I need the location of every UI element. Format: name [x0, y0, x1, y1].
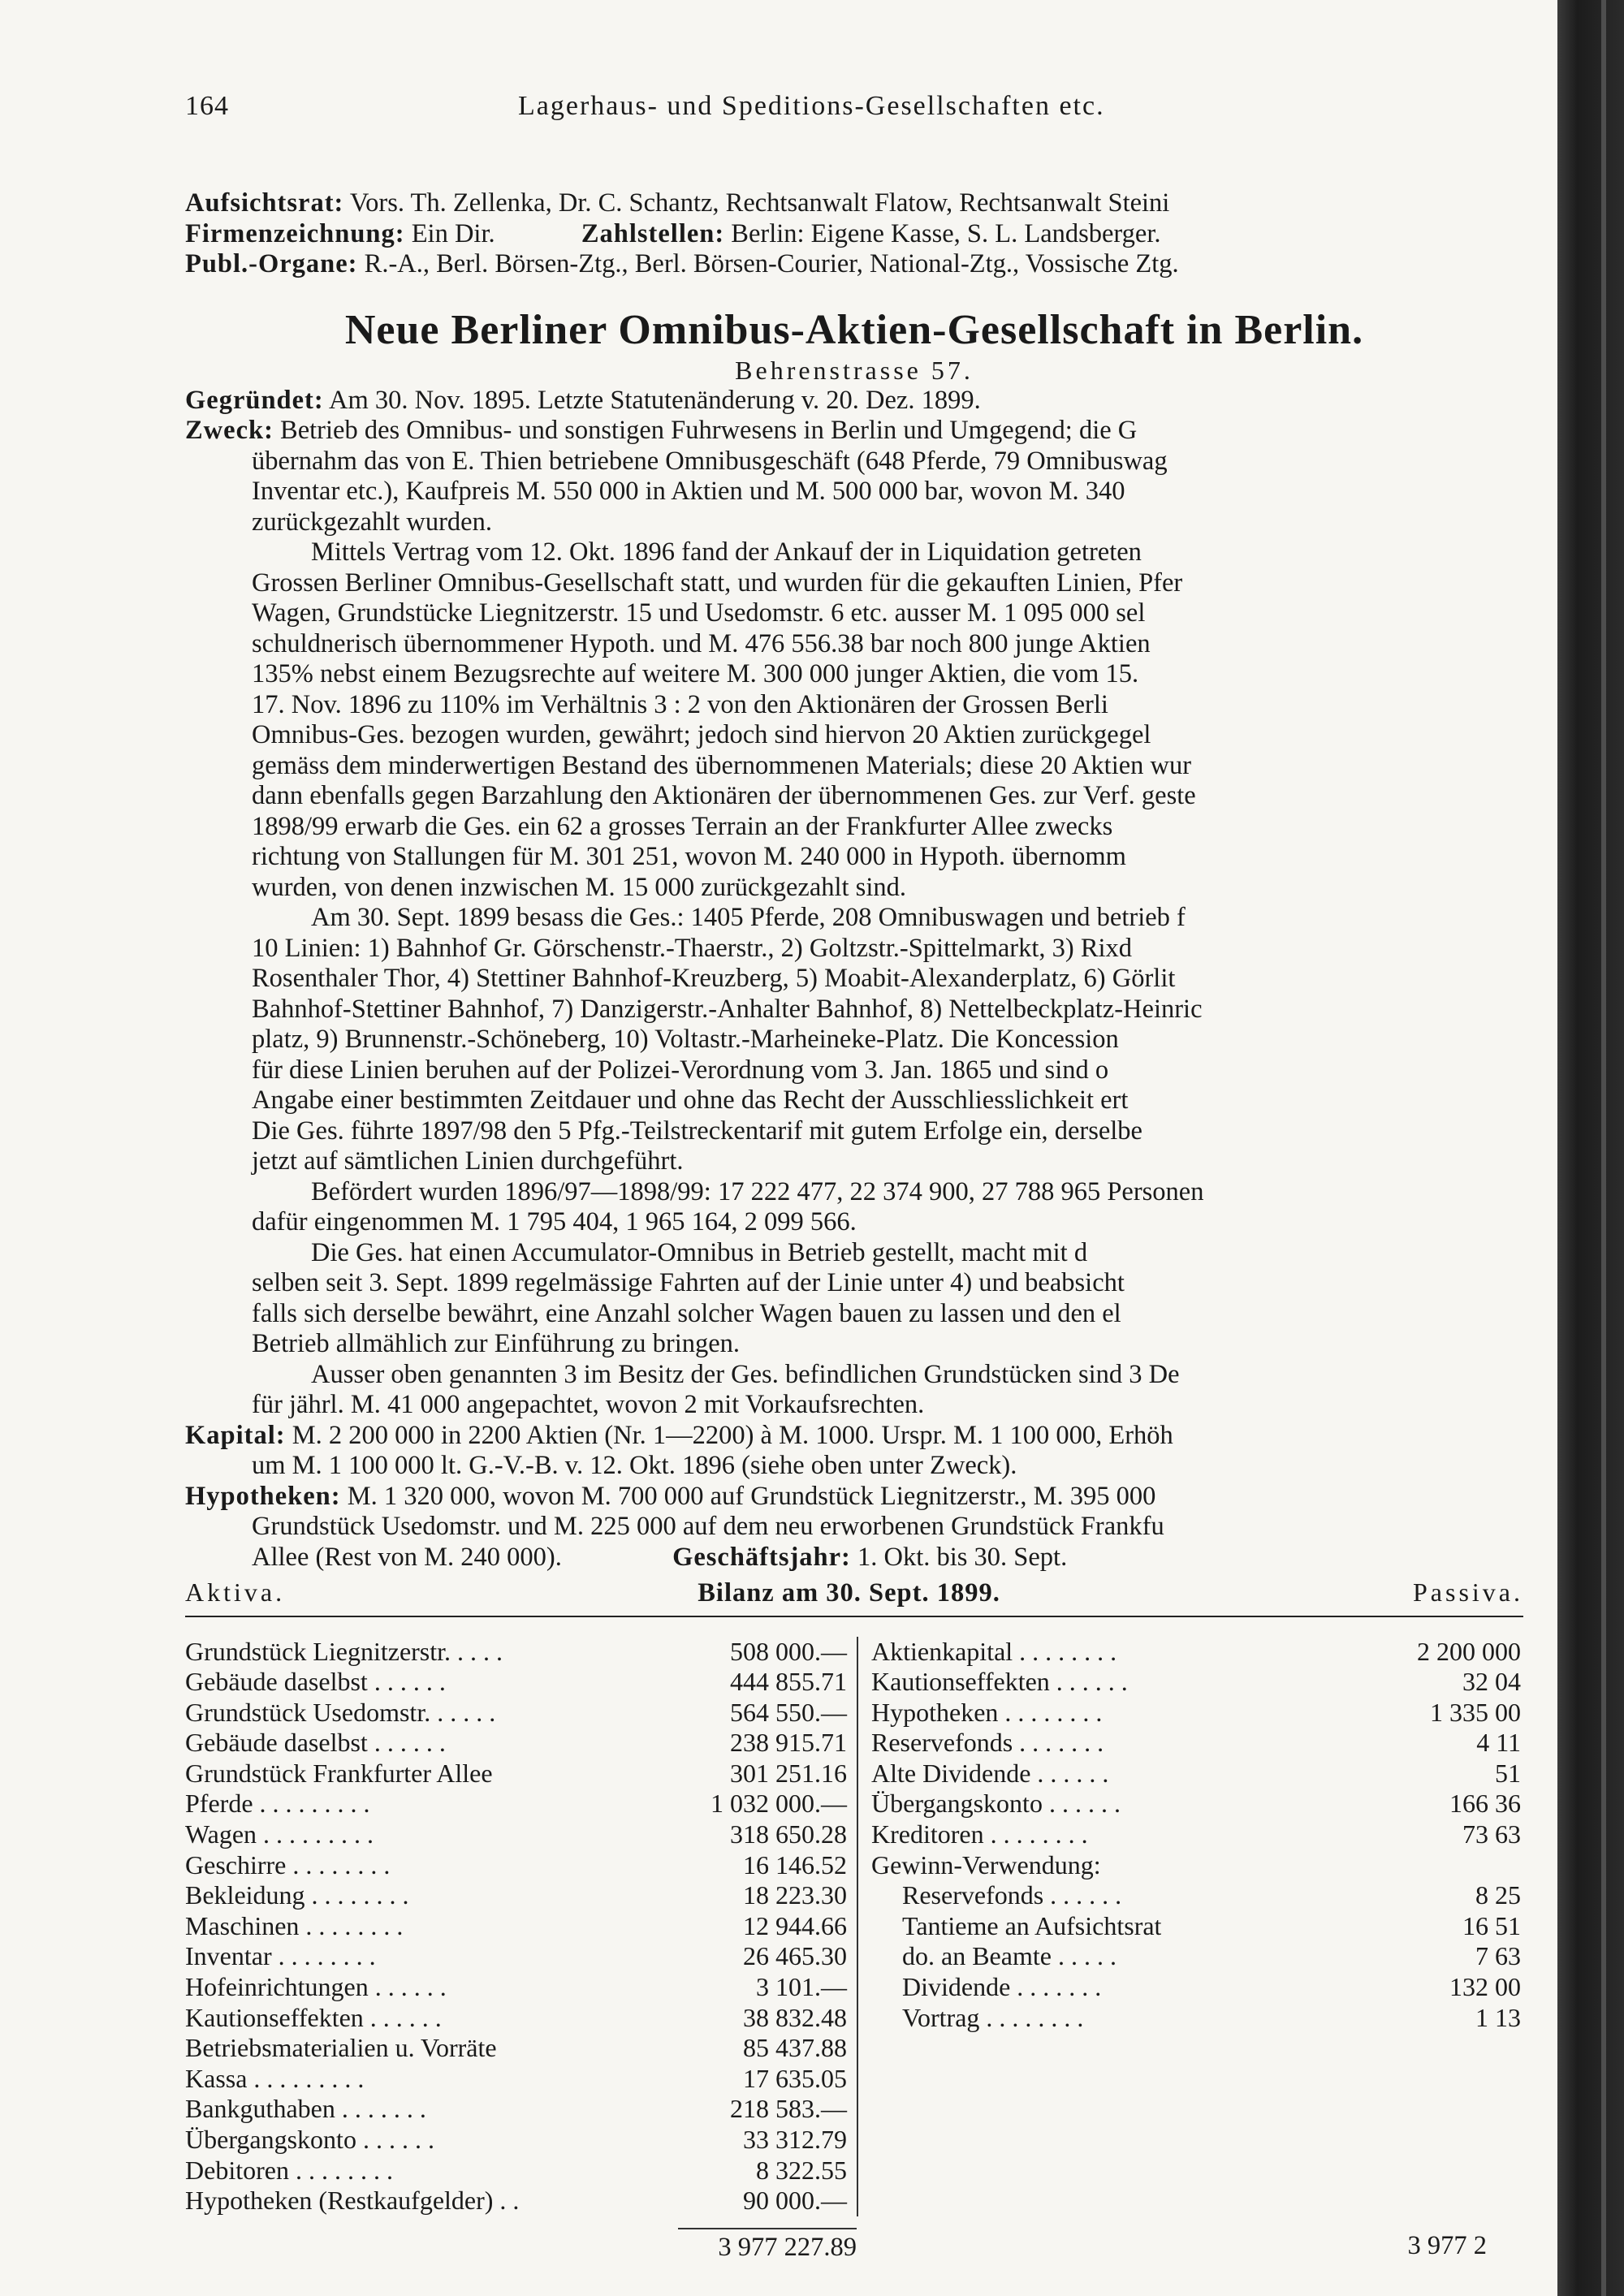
company-title: Neue Berliner Omnibus-Aktien-Gesellschaft in Berlin.: [344, 306, 1364, 353]
aktiva-value: 218 583.—: [730, 2094, 847, 2124]
passiva-label: Kreditoren . . . . . . . .: [871, 1819, 1088, 1849]
passiva-row: [871, 1850, 1521, 1881]
publ-organe-label: Publ.-Organe:: [185, 249, 358, 278]
aktiva-value: 33 312.79: [743, 2125, 847, 2154]
passiva-row: [871, 1789, 1521, 1819]
kapital-label: Kapital:: [185, 1420, 286, 1450]
para2-line-6: Omnibus-Ges. bezogen wurden, gewährt; jedoch sind hiervon 20 Aktien zurückgegel: [252, 720, 1151, 749]
aktiva-label: Kassa . . . . . . . . .: [185, 2063, 365, 2093]
aktiva-value: 17 635.05: [743, 2063, 847, 2093]
para3-line-1: 10 Linien: 1) Bahnhof Gr. Görschenstr.-Thaerstr., 2) Goltzstr.-Spittelmarkt, 3) Rixd: [252, 933, 1133, 963]
para2-line-5: 17. Nov. 1896 zu 110% im Verhältnis 3 : 2 von den Aktionären der Grossen Berli: [252, 689, 1108, 719]
firmenzeichnung-line: [185, 219, 1523, 250]
page-content: [185, 91, 1523, 2263]
aufsichtsrat-line: [185, 188, 1523, 219]
passiva-value: 32 04: [1462, 1667, 1521, 1697]
aktiva-label: Gebäude daselbst . . . . . .: [185, 1667, 446, 1697]
para6-line-1: für jährl. M. 41 000 angepachtet, wovon 2 mit Vorkaufsrechten.: [252, 1390, 925, 1419]
passiva-row: [871, 1728, 1521, 1759]
passiva-label: Tantieme an Aufsichtsrat: [902, 1910, 1162, 1940]
aktiva-row: [185, 1941, 847, 1972]
para5-line-3: Betrieb allmählich zur Einführung zu bringen.: [252, 1329, 741, 1358]
aktiva-value: 12 944.66: [743, 1910, 847, 1940]
zweck-line-1: übernahm das von E. Thien betriebene Omnibusgeschäft (648 Pferde, 79 Omnibuswag: [252, 446, 1168, 476]
hypotheken-text-2: Allee (Rest von M. 240 000).: [252, 1542, 562, 1572]
para5-line-1: selben seit 3. Sept. 1899 regelmässige Fahrten auf der Linie unter 4) und beabsicht: [252, 1268, 1125, 1297]
aktiva-label: Pferde . . . . . . . . .: [185, 1789, 370, 1819]
passiva-total: 3 977 2: [1407, 2230, 1487, 2260]
aktiva-row: [185, 1759, 847, 1789]
aktiva-value: 85 437.88: [743, 2033, 847, 2063]
aktiva-row: [185, 2064, 847, 2095]
para2-line-10: richtung von Stallungen für M. 301 251, wovon M. 240 000 in Hypoth. übernomm: [252, 842, 1126, 871]
aktiva-total-cell: [185, 2216, 857, 2264]
hypotheken-label: Hypotheken:: [185, 1481, 341, 1511]
geschaeftsjahr-label: Geschäftsjahr:: [672, 1542, 851, 1572]
passiva-value: 1 335 00: [1430, 1697, 1521, 1727]
para3-line-5: für diese Linien beruhen auf der Polizei-Verordnung vom 3. Jan. 1865 und sind o: [252, 1055, 1109, 1085]
aktiva-label: Betriebsmaterialien u. Vorräte: [185, 2033, 497, 2063]
aktiva-row: [185, 1698, 847, 1728]
kapital-text: M. 2 200 000 in 2200 Aktien (Nr. 1—2200) à M. 1000. Urspr. M. 1 100 000, Erhöh: [292, 1420, 1173, 1450]
kapital-line-1: um M. 1 100 000 lt. G.-V.-B. v. 12. Okt. 1896 (siehe oben unter Zweck).: [252, 1451, 1017, 1480]
passiva-value: 8 25: [1475, 1880, 1521, 1910]
para3-line-0: Am 30. Sept. 1899 besass die Ges.: 1405 Pferde, 208 Omnibuswagen und betrieb f: [311, 903, 1186, 932]
company-address: Behrenstrasse 57.: [735, 355, 974, 385]
aktiva-row: [185, 2033, 847, 2064]
para3-line-3: Bahnhof-Stettiner Bahnhof, 7) Danzigerstr.-Anhalter Bahnhof, 8) Nettelbeckplatz-Heinric: [252, 994, 1203, 1024]
passiva-row: [871, 1637, 1521, 1668]
zweck-label: Zweck:: [185, 416, 274, 445]
aktiva-label: Gebäude daselbst . . . . . .: [185, 1728, 446, 1758]
aktiva-row: [185, 1637, 847, 1668]
passiva-label: Reservefonds . . . . . . .: [871, 1728, 1104, 1758]
zahlstellen-text: Berlin: Eigene Kasse, S. L. Landsberger.: [731, 218, 1161, 248]
passiva-label: Passiva.: [1413, 1577, 1523, 1607]
zweck-line-3: zurückgezahlt wurden.: [252, 507, 492, 537]
bilanz-title: Bilanz am 30. Sept. 1899.: [698, 1578, 1000, 1608]
aktiva-value: 238 915.71: [730, 1728, 847, 1758]
hypotheken-text: M. 1 320 000, wovon M. 700 000 auf Grundstück Liegnitzerstr., M. 395 000: [347, 1481, 1156, 1511]
firmenzeichnung-text: Ein Dir.: [411, 218, 495, 248]
aktiva-value: 301 251.16: [730, 1758, 847, 1788]
para3-line-2: Rosenthaler Thor, 4) Stettiner Bahnhof-Kreuzberg, 5) Moabit-Alexanderplatz, 6) Görlit: [252, 964, 1176, 993]
bilanz-header: [185, 1577, 1523, 1617]
passiva-label: Hypotheken . . . . . . . .: [871, 1697, 1103, 1727]
aktiva-row: [185, 1850, 847, 1881]
aktiva-value: 3 101.—: [756, 1972, 847, 2002]
aktiva-value: 16 146.52: [743, 1849, 847, 1880]
para4-line-1: dafür eingenommen M. 1 795 404, 1 965 164, 2 099 566.: [252, 1207, 857, 1236]
aktiva-row: [185, 1819, 847, 1850]
aktiva-label: Hypotheken (Restkaufgelder) . .: [185, 2186, 520, 2216]
aktiva-label: Geschirre . . . . . . . .: [185, 1849, 391, 1880]
passiva-label: do. an Beamte . . . . .: [902, 1941, 1116, 1971]
aktiva-label: Hofeinrichtungen . . . . . .: [185, 1972, 447, 2002]
publ-organe-text: R.-A., Berl. Börsen-Ztg., Berl. Börsen-Courier, National-Ztg., Vossische Ztg.: [364, 249, 1179, 278]
para2-line-4: 135% nebst einem Bezugsrechte auf weitere M. 300 000 junger Aktien, die vom 15.: [252, 659, 1139, 688]
aktiva-value: 8 322.55: [756, 2155, 847, 2185]
passiva-value: 166 36: [1449, 1789, 1521, 1819]
aktiva-label: Debitoren . . . . . . . .: [185, 2155, 393, 2185]
gegruendet-text: Am 30. Nov. 1895. Letzte Statutenänderung v. 20. Dez. 1899.: [329, 385, 981, 415]
aktiva-row: [185, 2186, 847, 2216]
aktiva-label: Inventar . . . . . . . .: [185, 1941, 376, 1971]
aktiva-row: [185, 2003, 847, 2034]
para3-line-4: platz, 9) Brunnenstr.-Schöneberg, 10) Voltastr.-Marheineke-Platz. Die Koncession: [252, 1025, 1119, 1054]
aktiva-label: Grundstück Liegnitzerstr. . . . .: [185, 1636, 503, 1666]
geschaeftsjahr-text: 1. Okt. bis 30. Sept.: [857, 1542, 1068, 1572]
aktiva-row: [185, 2125, 847, 2156]
aktiva-total-row: [185, 2228, 857, 2264]
passiva-value: 1 13: [1475, 2002, 1521, 2032]
aktiva-label: Aktiva.: [185, 1577, 286, 1607]
aufsichtsrat-label: Aufsichtsrat:: [185, 188, 344, 218]
passiva-label: Vortrag . . . . . . . .: [902, 2002, 1084, 2032]
passiva-value: 4 11: [1476, 1728, 1521, 1758]
passiva-row: [871, 1941, 1521, 1972]
publ-organe-line: [185, 249, 1523, 280]
aktiva-value: 90 000.—: [743, 2186, 847, 2216]
para6-line-0: Ausser oben genannten 3 im Besitz der Ges. befindlichen Grundstücken sind 3 De: [311, 1359, 1180, 1389]
passiva-label: Reservefonds . . . . . .: [902, 1880, 1122, 1910]
aktiva-total: 3 977 227.89: [678, 2228, 857, 2264]
gegruendet-line: [185, 386, 1523, 416]
zweck-line-0: [185, 416, 1523, 447]
aktiva-row: [185, 1880, 847, 1911]
passiva-value: [1383, 1850, 1521, 1881]
hypotheken-line-0: [185, 1482, 1523, 1513]
aktiva-value: 508 000.—: [730, 1636, 847, 1666]
aktiva-label: Maschinen . . . . . . . .: [185, 1910, 404, 1940]
passiva-total-row: [857, 2228, 1519, 2262]
zweck-text: Betrieb des Omnibus- und sonstigen Fuhrwesens in Berlin und Umgegend; die G: [280, 416, 1138, 445]
para3-line-7: Die Ges. führte 1897/98 den 5 Pfg.-Teilstreckentarif mit gutem Erfolge ein, derselbe: [252, 1116, 1142, 1146]
para2-line-1: Grossen Berliner Omnibus-Gesellschaft statt, und wurden für die gekauften Linien, Pfer: [252, 568, 1183, 598]
passiva-label: Dividende . . . . . . .: [902, 1972, 1102, 2002]
aktiva-value: 1 032 000.—: [710, 1789, 847, 1819]
passiva-total-cell: [857, 2216, 1519, 2264]
hypotheken-line-1: Grundstück Usedomstr. und M. 225 000 auf dem neu erworbenen Grundstück Frankfu: [252, 1512, 1164, 1541]
para2-line-11: wurden, von denen inzwischen M. 15 000 zurückgezahlt sind.: [252, 872, 906, 902]
passiva-label: Kautionseffekten . . . . . .: [871, 1667, 1128, 1697]
para2-line-2: Wagen, Grundstücke Liegnitzerstr. 15 und Usedomstr. 6 etc. ausser M. 1 095 000 sel: [252, 598, 1146, 628]
book-spine-shadow: [1557, 0, 1624, 2296]
zahlstellen-label: Zahlstellen:: [581, 218, 725, 248]
aktiva-label: Grundstück Frankfurter Allee: [185, 1758, 493, 1788]
para5-line-2: falls sich derselbe bewährt, eine Anzahl solcher Wagen bauen zu lassen und den el: [252, 1298, 1121, 1328]
aktiva-label: Übergangskonto . . . . . .: [185, 2125, 434, 2154]
passiva-row: [871, 1819, 1521, 1850]
previous-company-block: [185, 188, 1523, 280]
running-title: Lagerhaus- und Speditions-Gesellschaften etc.: [518, 91, 1105, 121]
aktiva-value: 18 223.30: [743, 1880, 847, 1910]
aufsichtsrat-text: Vors. Th. Zellenka, Dr. C. Schantz, Rechtsanwalt Flatow, Rechtsanwalt Steini: [349, 188, 1170, 218]
aktiva-label: Wagen . . . . . . . . .: [185, 1819, 374, 1849]
passiva-column: [858, 1637, 1521, 2216]
passiva-value: 7 63: [1475, 1941, 1521, 1971]
passiva-label: Übergangskonto . . . . . .: [871, 1789, 1121, 1819]
passiva-row: [871, 1667, 1521, 1698]
passiva-label: Aktienkapital . . . . . . . .: [871, 1636, 1117, 1666]
zweck-line-2: Inventar etc.), Kaufpreis M. 550 000 in Aktien und M. 500 000 bar, wovon M. 340: [252, 477, 1125, 506]
passiva-row: [871, 2003, 1521, 2034]
aktiva-label: Grundstück Usedomstr. . . . . .: [185, 1697, 496, 1727]
aktiva-value: 38 832.48: [743, 2002, 847, 2032]
hypotheken-section: [185, 1482, 1523, 1573]
passiva-value: 51: [1495, 1758, 1521, 1788]
aktiva-row: [185, 1911, 847, 1942]
aktiva-row: [185, 2094, 847, 2125]
aktiva-label: Bekleidung . . . . . . . .: [185, 1880, 409, 1910]
aktiva-row: [185, 2156, 847, 2186]
aktiva-row: [185, 1789, 847, 1819]
aktiva-value: 26 465.30: [743, 1941, 847, 1971]
aktiva-row: [185, 1667, 847, 1698]
passiva-value: 2 200 000: [1417, 1636, 1521, 1666]
gegruendet-label: Gegründet:: [185, 385, 324, 415]
zweck-section: [185, 416, 1523, 1421]
kapital-section: [185, 1421, 1523, 1482]
hypotheken-line-2: [185, 1543, 1523, 1573]
aktiva-value: 318 650.28: [730, 1819, 847, 1849]
para4-line-0: Befördert wurden 1896/97—1898/99: 17 222 477, 22 374 900, 27 788 965 Personen: [311, 1176, 1204, 1206]
book-spine-line: [1601, 0, 1606, 2296]
para5-line-0: Die Ges. hat einen Accumulator-Omnibus in Betrieb gestellt, macht mit d: [311, 1237, 1088, 1267]
para2-line-3: schuldnerisch übernommener Hypoth. und M. 476 556.38 bar noch 800 junge Aktien: [252, 628, 1151, 658]
passiva-row: [871, 1880, 1521, 1911]
page-number: 164: [185, 91, 229, 121]
aktiva-column: [185, 1637, 858, 2216]
bilanz-table: [185, 1637, 1523, 2216]
firmenzeichnung-label: Firmenzeichnung:: [185, 218, 405, 248]
passiva-row: [871, 1698, 1521, 1728]
aktiva-value: 564 550.—: [730, 1697, 847, 1727]
passiva-label: Alte Dividende . . . . . .: [871, 1758, 1109, 1788]
aktiva-row: [185, 1972, 847, 2003]
para2-line-7: gemäss dem minderwertigen Bestand des übernommenen Materials; diese 20 Aktien wur: [252, 750, 1192, 780]
passiva-row: [871, 1911, 1521, 1942]
passiva-row: [871, 1759, 1521, 1789]
kapital-line-0: [185, 1421, 1523, 1452]
para3-line-6: Angabe einer bestimmten Zeitdauer und ohne das Recht der Ausschliesslichkeit ert: [252, 1085, 1129, 1115]
passiva-row: [871, 1972, 1521, 2003]
passiva-value: 16 51: [1462, 1910, 1521, 1940]
passiva-label: Gewinn-Verwendung:: [871, 1849, 1101, 1880]
passiva-value: 132 00: [1449, 1972, 1521, 2002]
aktiva-label: Kautionseffekten . . . . . .: [185, 2002, 442, 2032]
para2-line-9: 1898/99 erwarb die Ges. ein 62 a grosses Terrain an der Frankfurter Allee zwecks: [252, 811, 1113, 841]
para3-line-8: jetzt auf sämtlichen Linien durchgeführt.: [252, 1146, 684, 1176]
passiva-value: 73 63: [1462, 1819, 1521, 1849]
para2-line-8: dann ebenfalls gegen Barzahlung den Aktionären der übernommenen Ges. zur Verf. geste: [252, 781, 1196, 810]
para2-line-0: Mittels Vertrag vom 12. Okt. 1896 fand der Ankauf der in Liquidation getreten: [311, 537, 1142, 567]
running-head: [185, 91, 1523, 132]
bilanz-totals: [185, 2216, 1523, 2264]
aktiva-label: Bankguthaben . . . . . . .: [185, 2094, 426, 2124]
aktiva-row: [185, 1728, 847, 1759]
aktiva-value: 444 855.71: [730, 1667, 847, 1697]
